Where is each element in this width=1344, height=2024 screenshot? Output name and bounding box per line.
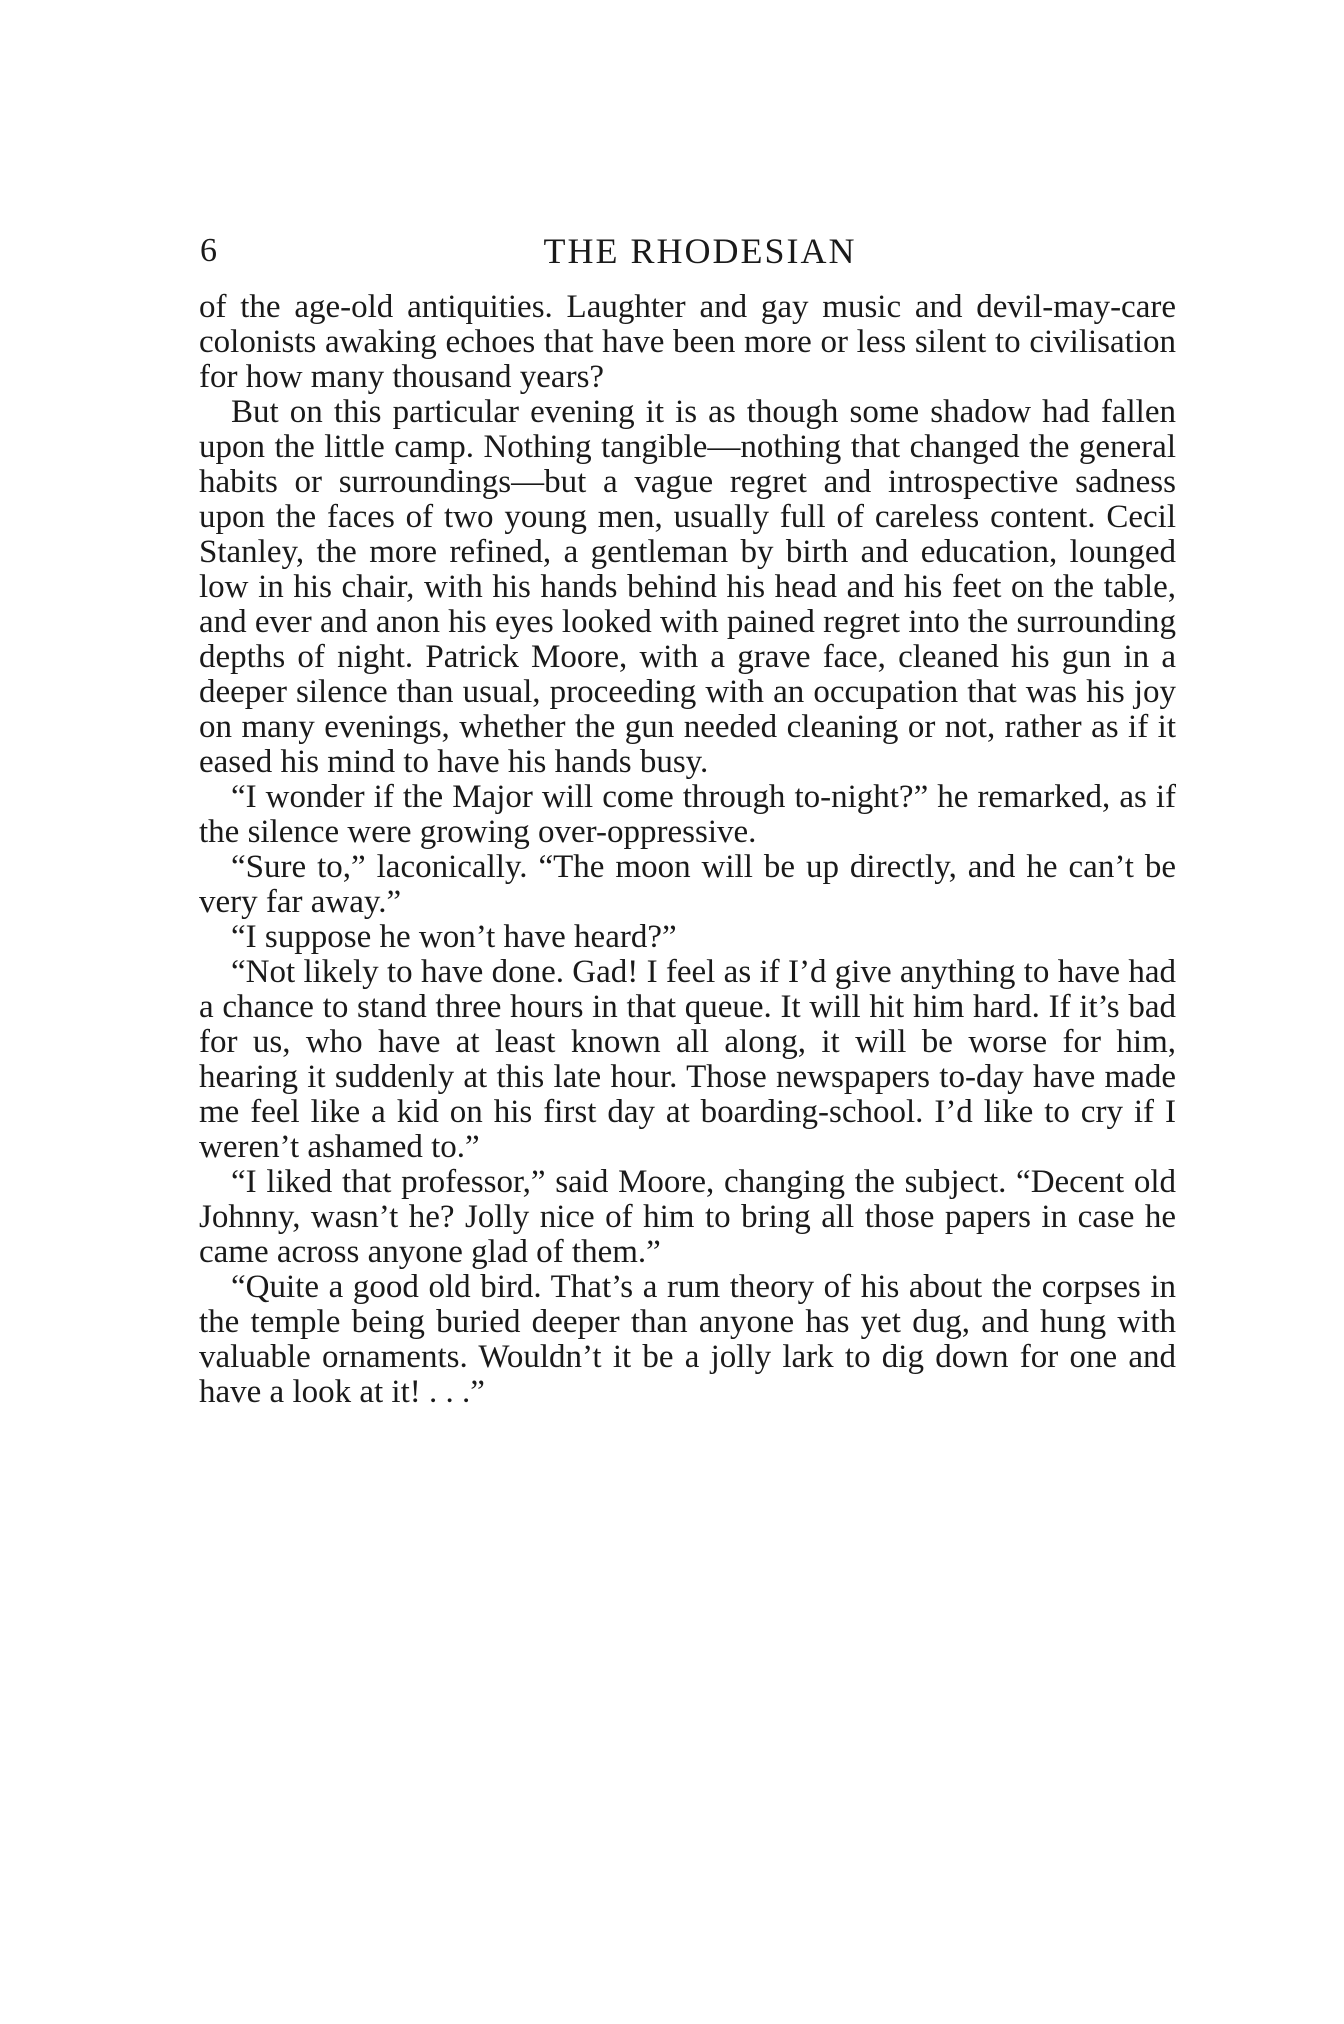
paragraph: “Sure to,” laconically. “The moon will be up directly, and he can’t be very far away.” [199,849,1176,920]
page-number: 6 [200,232,217,269]
paragraph: “Quite a good old bird. That’s a rum theory of his about the corpses in the temple being buried deeper than anyone has yet dug, and hung with valuable ornaments. Wouldn’t it be a jolly lark to dig down for one and have a look at it! . . .” [199,1269,1176,1410]
paragraph: “Not likely to have done. Gad! I feel as if I’d give anything to have had a chance to stand three hours in that queue. It will hit him hard. If it’s bad for us, who have at least known all along, it will be worse for him, hearing it suddenly at this late hour. Those newspapers to-day have made me feel like a kid on his first day at boarding-school. I’d like to cry if I weren’t ashamed to.” [199,954,1176,1165]
body-text [199,290,1176,1410]
paragraph: “I suppose he won’t have heard?” [231,919,677,955]
running-head [200,226,1150,276]
paragraph: “I wonder if the Major will come through to-night?” he remarked, as if the silence were growing over-oppressive. [199,779,1176,850]
paragraph: But on this particular evening it is as though some shadow had fallen upon the little camp. Nothing tangible—nothing that changed the general habits or surroundings—but a vague regret and introspective sadness upon the faces of two young men, usually full of careless content. Cecil Stanley, the more refined, a gentleman by birth and education, lounged low in his chair, with his hands behind his head and his feet on the table, and ever and anon his eyes looked with pained regret into the surrounding depths of night. Patrick Moore, with a grave face, cleaned his gun in a deeper silence than usual, proceeding with an occupation that was his joy on many evenings, whether the gun needed cleaning or not, rather as if it eased his mind to have his hands busy. [199,394,1176,780]
running-title: THE RHODESIAN [543,231,857,271]
paragraph: of the age-old antiquities. Laughter and gay music and devil-may-care colonists awaking echoes that have been more or less silent to civilisation for how many thousand years? [199,289,1176,395]
paragraph: “I liked that professor,” said Moore, changing the subject. “Decent old Johnny, wasn’t he? Jolly nice of him to bring all those papers in case he came across anyone glad of them.” [199,1164,1176,1270]
